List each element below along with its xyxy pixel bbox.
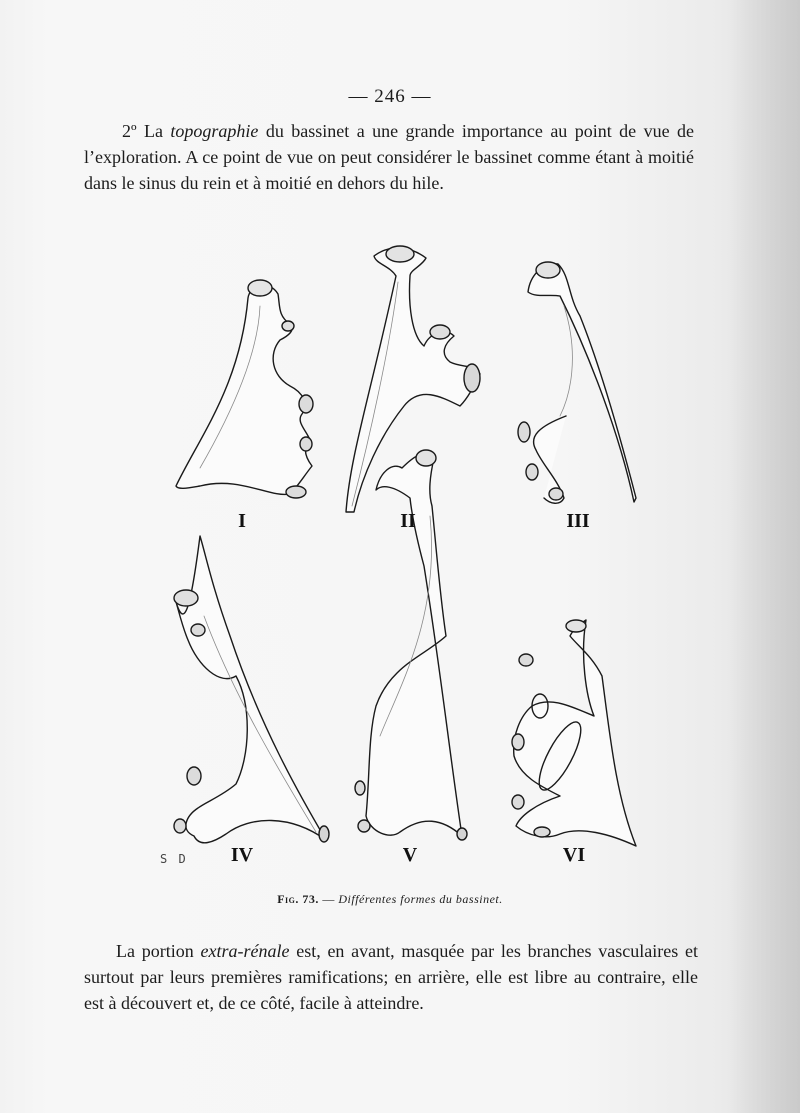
figure-73 <box>140 236 660 876</box>
paragraph-text: du bassinet a une grande importance au point de vue de l’exploration. A ce point de vue on peut considérer le bassinet comme étant à moitié dans le sinus du rein et à moitié en dehors du hile. <box>84 121 694 193</box>
caption-dash: — <box>318 892 339 906</box>
figure-caption <box>0 892 780 907</box>
paragraph-emphasis: extra-rénale <box>200 941 290 961</box>
figure-label-vi: VI <box>562 844 586 866</box>
bottom-paragraph <box>84 938 698 1016</box>
illustrator-signature: S D <box>160 852 188 866</box>
pelvis-form-iii <box>518 262 636 503</box>
pelvis-form-iv <box>174 536 329 843</box>
page-edge-shadow <box>730 0 800 1113</box>
page-number: — 246 — <box>348 86 432 107</box>
figure-label-ii: II <box>400 510 416 532</box>
paragraph-text: est, en avant, masquée par les branches vasculaires et surtout par leurs premières ramifications; en arrière, elle est libre au contraire, elle est à découvert et, de ce côté, facile à atteindre. <box>84 941 699 1013</box>
pelvis-form-v <box>355 450 467 840</box>
caption-figure-number: Fig. 73. <box>277 892 319 906</box>
paragraph-lead: La portion <box>116 941 201 961</box>
renal-pelvis-illustration <box>140 236 660 876</box>
pelvis-form-i <box>176 280 313 498</box>
figure-label-iii: III <box>566 510 590 532</box>
figure-label-i: I <box>238 510 246 532</box>
paragraph-numeral: 2º La <box>122 121 171 141</box>
top-paragraph <box>84 118 694 196</box>
figure-label-iv: IV <box>230 844 254 866</box>
figure-label-v: V <box>402 844 418 866</box>
caption-text: Différentes formes du bassinet. <box>338 892 503 906</box>
paragraph-emphasis: topographie <box>170 121 259 141</box>
pelvis-form-vi <box>512 620 636 846</box>
